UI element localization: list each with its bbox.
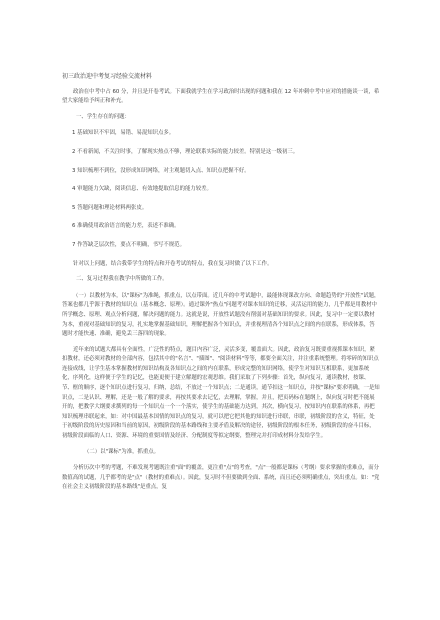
watermark-mark: ​ bbox=[10, 23, 30, 51]
subsection-heading-two: （二）以"课标"为准，抓重点。 bbox=[84, 448, 160, 455]
review-steps-paragraph: 近年来的试题大都具有全面性，广泛性的特点，题目内容广泛，灵活多变，覆盖面大。因此，政治复习既要重视抓课本知识，紧扣教材，还必须对教材的全部内容，包括其中的"名言"、"插图"、"阅读材料"等等，都要全面关注，并注重系统整理。将零碎的知识点连接成线，让学生基本掌握教材的知识结构及各知识点之间的内在联系，形成完整的知识网络，使学生对知识互相联系，更加系统化，序列化，这样便于学生的记忆，也能更便于建立解题的宏观思维。我们采取了下列步骤：首先，纵向复习，通读教材，按课、节、框的顺序，逐个知识点进行复习，归纳，总结，不放过一个知识点；二是通读，通节扣这一知识点，并按"课标"要求明确，一是知识点，二是认识、理解，还是一般了解的要求，再按其要求去记忆，去理解，掌握，并且，把页码标在题纲上，纵向复习时把不能展开的，把教学大纲要求撰列的每一个知识点一个一个落实，使学生的基础能力达到，其次，横向复习，按知识内在联系的体系，再把知识梳理串联起来，如：对中国最基本国情的知识点的复习，就可以把它把其他的知识进行串联，串联，初级阶段的含义，特征，处于初级阶段的历史原因和当前的原因，初级阶段的基本路线和主要矛盾及解决的途径，初级阶段的根本任务，初级阶段的奋斗目标，初级阶段面临的人口、资源、环境的重要国情及经济、分配制度等拟定纲要，整理完并打印成材料分发给学生。 bbox=[62, 346, 380, 440]
intro-paragraph: 政治在中考中占 60 分，并且是开卷考试。下面我就学生在学习政治时出现的问题和我在 12 年冲刺中考中应对的措施谈一谈，希望大家能给予纠正和补充。 bbox=[62, 88, 380, 105]
section-heading-problems: 一、学生存在的问题： bbox=[76, 113, 130, 120]
problem-item: 7 作答缺乏层次性，要点不明确，书写不规范。 bbox=[72, 241, 185, 248]
problem-item: 5 答题问题和理论材料两张皮。 bbox=[72, 204, 148, 211]
subsection-one-paragraph: （一）以教材为本，以"课标"为准绳，抓重点，以点带面。近几年的中考试题中，最能体现课改方向、命题趋势的"开放性"试题，答案也都几乎源于教材的知识点（基本概念、原理）。通过课外"热点"问题考对课本知识的迁移，灵活运用的能力，几乎都是用教材中所学概念、原理、观点分析问题，解决问题的能力。这就是说，开放性试题没有削弱对基础知识的要求。因此，复习中一定要以教材为本，重视对基础知识的复习，扎实地掌握基础知识，理解把握各个知识点，并重视理清各个知识点之间的内在联系，形成体系，答题时才能快速、准确，避免丢三落四的现象。 bbox=[62, 292, 380, 338]
problem-item: 4 审题能力欠缺，阅读信息、有效地提取信息的能力较差。 bbox=[72, 186, 212, 193]
problem-item: 3 知识梳理不到位，没形成知识网络，对主观题切入点、知识点把握不好。 bbox=[72, 167, 250, 174]
transition-paragraph: 针对以上问题，结合我带学生的特点和开卷考试的特点，我在复习时做了以下工作。 bbox=[73, 260, 273, 267]
exam-analysis-paragraph: 分析历次中考的考题，不难发现考题既注重"面"的覆盖，更注重"点"的考查，"点"一般都是课标（考纲）要求掌握的重难点，而分数值高的试题，几乎都考的是"点"（教材的重难点）。因此，复习时不但要做到全面、系统，而且还必须明确重点，突出重点。如："党在社会主义初级阶段的基本路线"是重点，复 bbox=[62, 465, 380, 491]
document-body bbox=[62, 72, 380, 499]
problem-item: 1 基础知识不牢固，易错、易混知识点多。 bbox=[72, 130, 175, 137]
problem-item: 2 不看新闻，不关注时事，了解现实热点不够，理论联系实际的能力较差。特别是这一级初三。 bbox=[72, 148, 299, 155]
document-title: 初三政治迎中考复习经验交流材料 bbox=[62, 73, 153, 80]
section-heading-work: 二、复习过程我在教学中所做的工作。 bbox=[76, 276, 168, 283]
problem-item: 6 准确使用政治语言的能力差，表述不准确。 bbox=[72, 223, 180, 230]
